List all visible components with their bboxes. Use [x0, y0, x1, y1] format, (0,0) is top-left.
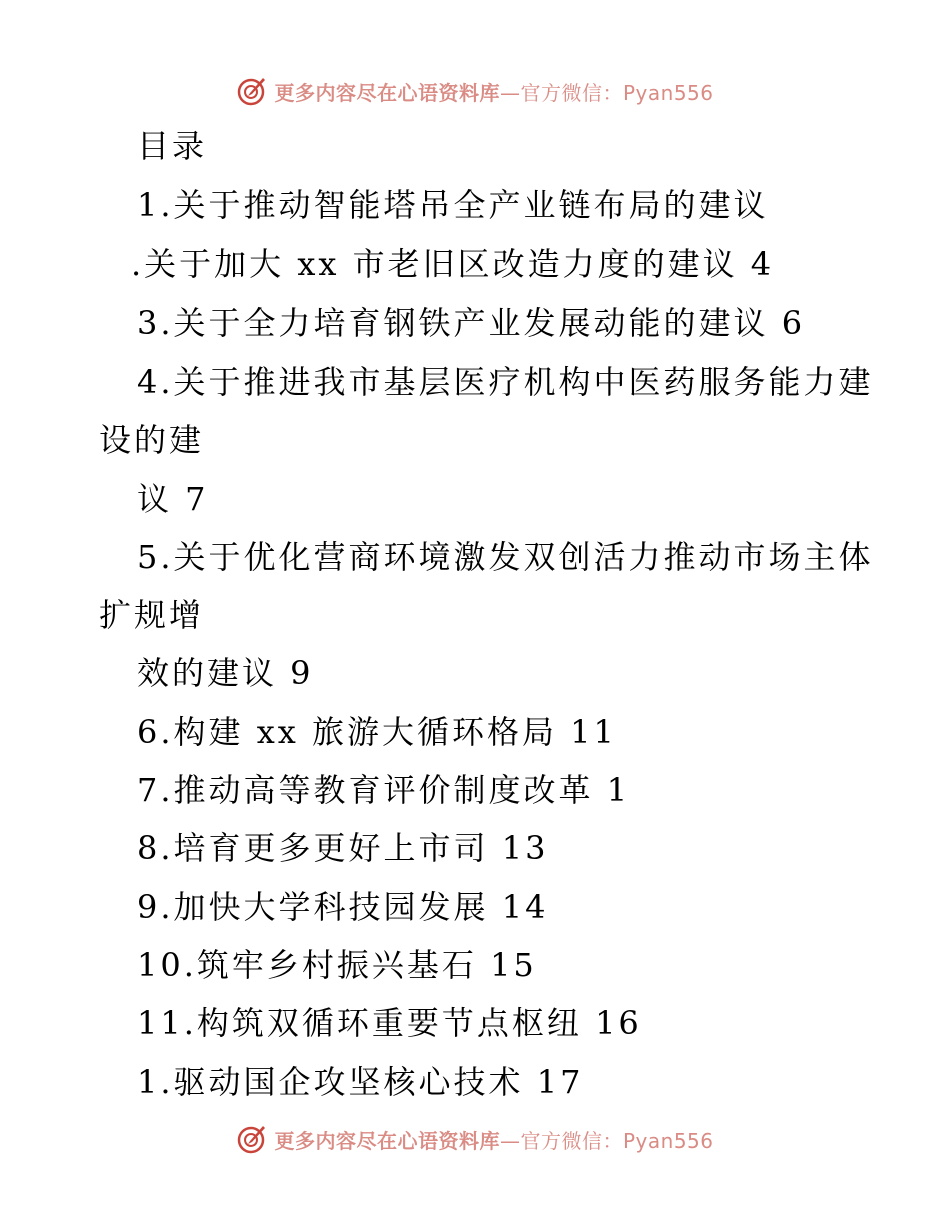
- toc-line: 6.构建 xx 旅游大循环格局 11: [137, 713, 617, 751]
- watermark-wechat-id: Pyan556: [622, 80, 714, 105]
- quill-seal-icon: [236, 1123, 268, 1155]
- toc-line: 8.培育更多更好上市司 13: [137, 829, 549, 867]
- toc-line: 9.加快大学科技园发展 14: [137, 888, 549, 926]
- watermark-wechat-label: 官方微信：: [520, 1128, 623, 1153]
- watermark-separator: —: [499, 1128, 521, 1153]
- toc-line: 议 7: [137, 480, 209, 518]
- watermark-brand: 更多内容尽在心语资料库: [274, 1128, 500, 1153]
- toc-line: 设的建: [99, 421, 205, 459]
- toc-line: 效的建议 9: [137, 654, 314, 692]
- watermark-wechat-id: Pyan556: [622, 1128, 714, 1153]
- toc-line: 3.关于全力培育钢铁产业发展动能的建议 6: [137, 304, 806, 342]
- quill-seal-icon: [236, 75, 268, 107]
- toc-line: 11.构筑双循环重要节点枢纽 16: [137, 1004, 642, 1042]
- toc-line: 4.关于推进我市基层医疗机构中医药服务能力建: [137, 363, 874, 401]
- toc-line: 1.驱动国企攻坚核心技术 17: [137, 1063, 584, 1101]
- toc-heading: 目录: [137, 127, 208, 165]
- toc-line: 7.推动高等教育评价制度改革 1: [137, 771, 631, 809]
- toc-line: 1.关于推动智能塔吊全产业链布局的建议: [137, 186, 769, 224]
- toc-line: 扩规增: [99, 596, 205, 634]
- footer-watermark: [0, 1119, 950, 1159]
- toc-line: 10.筑牢乡村振兴基石 15: [137, 946, 537, 984]
- toc-line: 5.关于优化营商环境激发双创活力推动市场主体: [137, 538, 874, 576]
- watermark-separator: —: [499, 80, 521, 105]
- header-watermark: [0, 71, 950, 111]
- watermark-wechat-label: 官方微信：: [520, 80, 623, 105]
- toc-line: .关于加大 xx 市老旧区改造力度的建议 4: [131, 245, 775, 283]
- watermark-brand: 更多内容尽在心语资料库: [274, 80, 500, 105]
